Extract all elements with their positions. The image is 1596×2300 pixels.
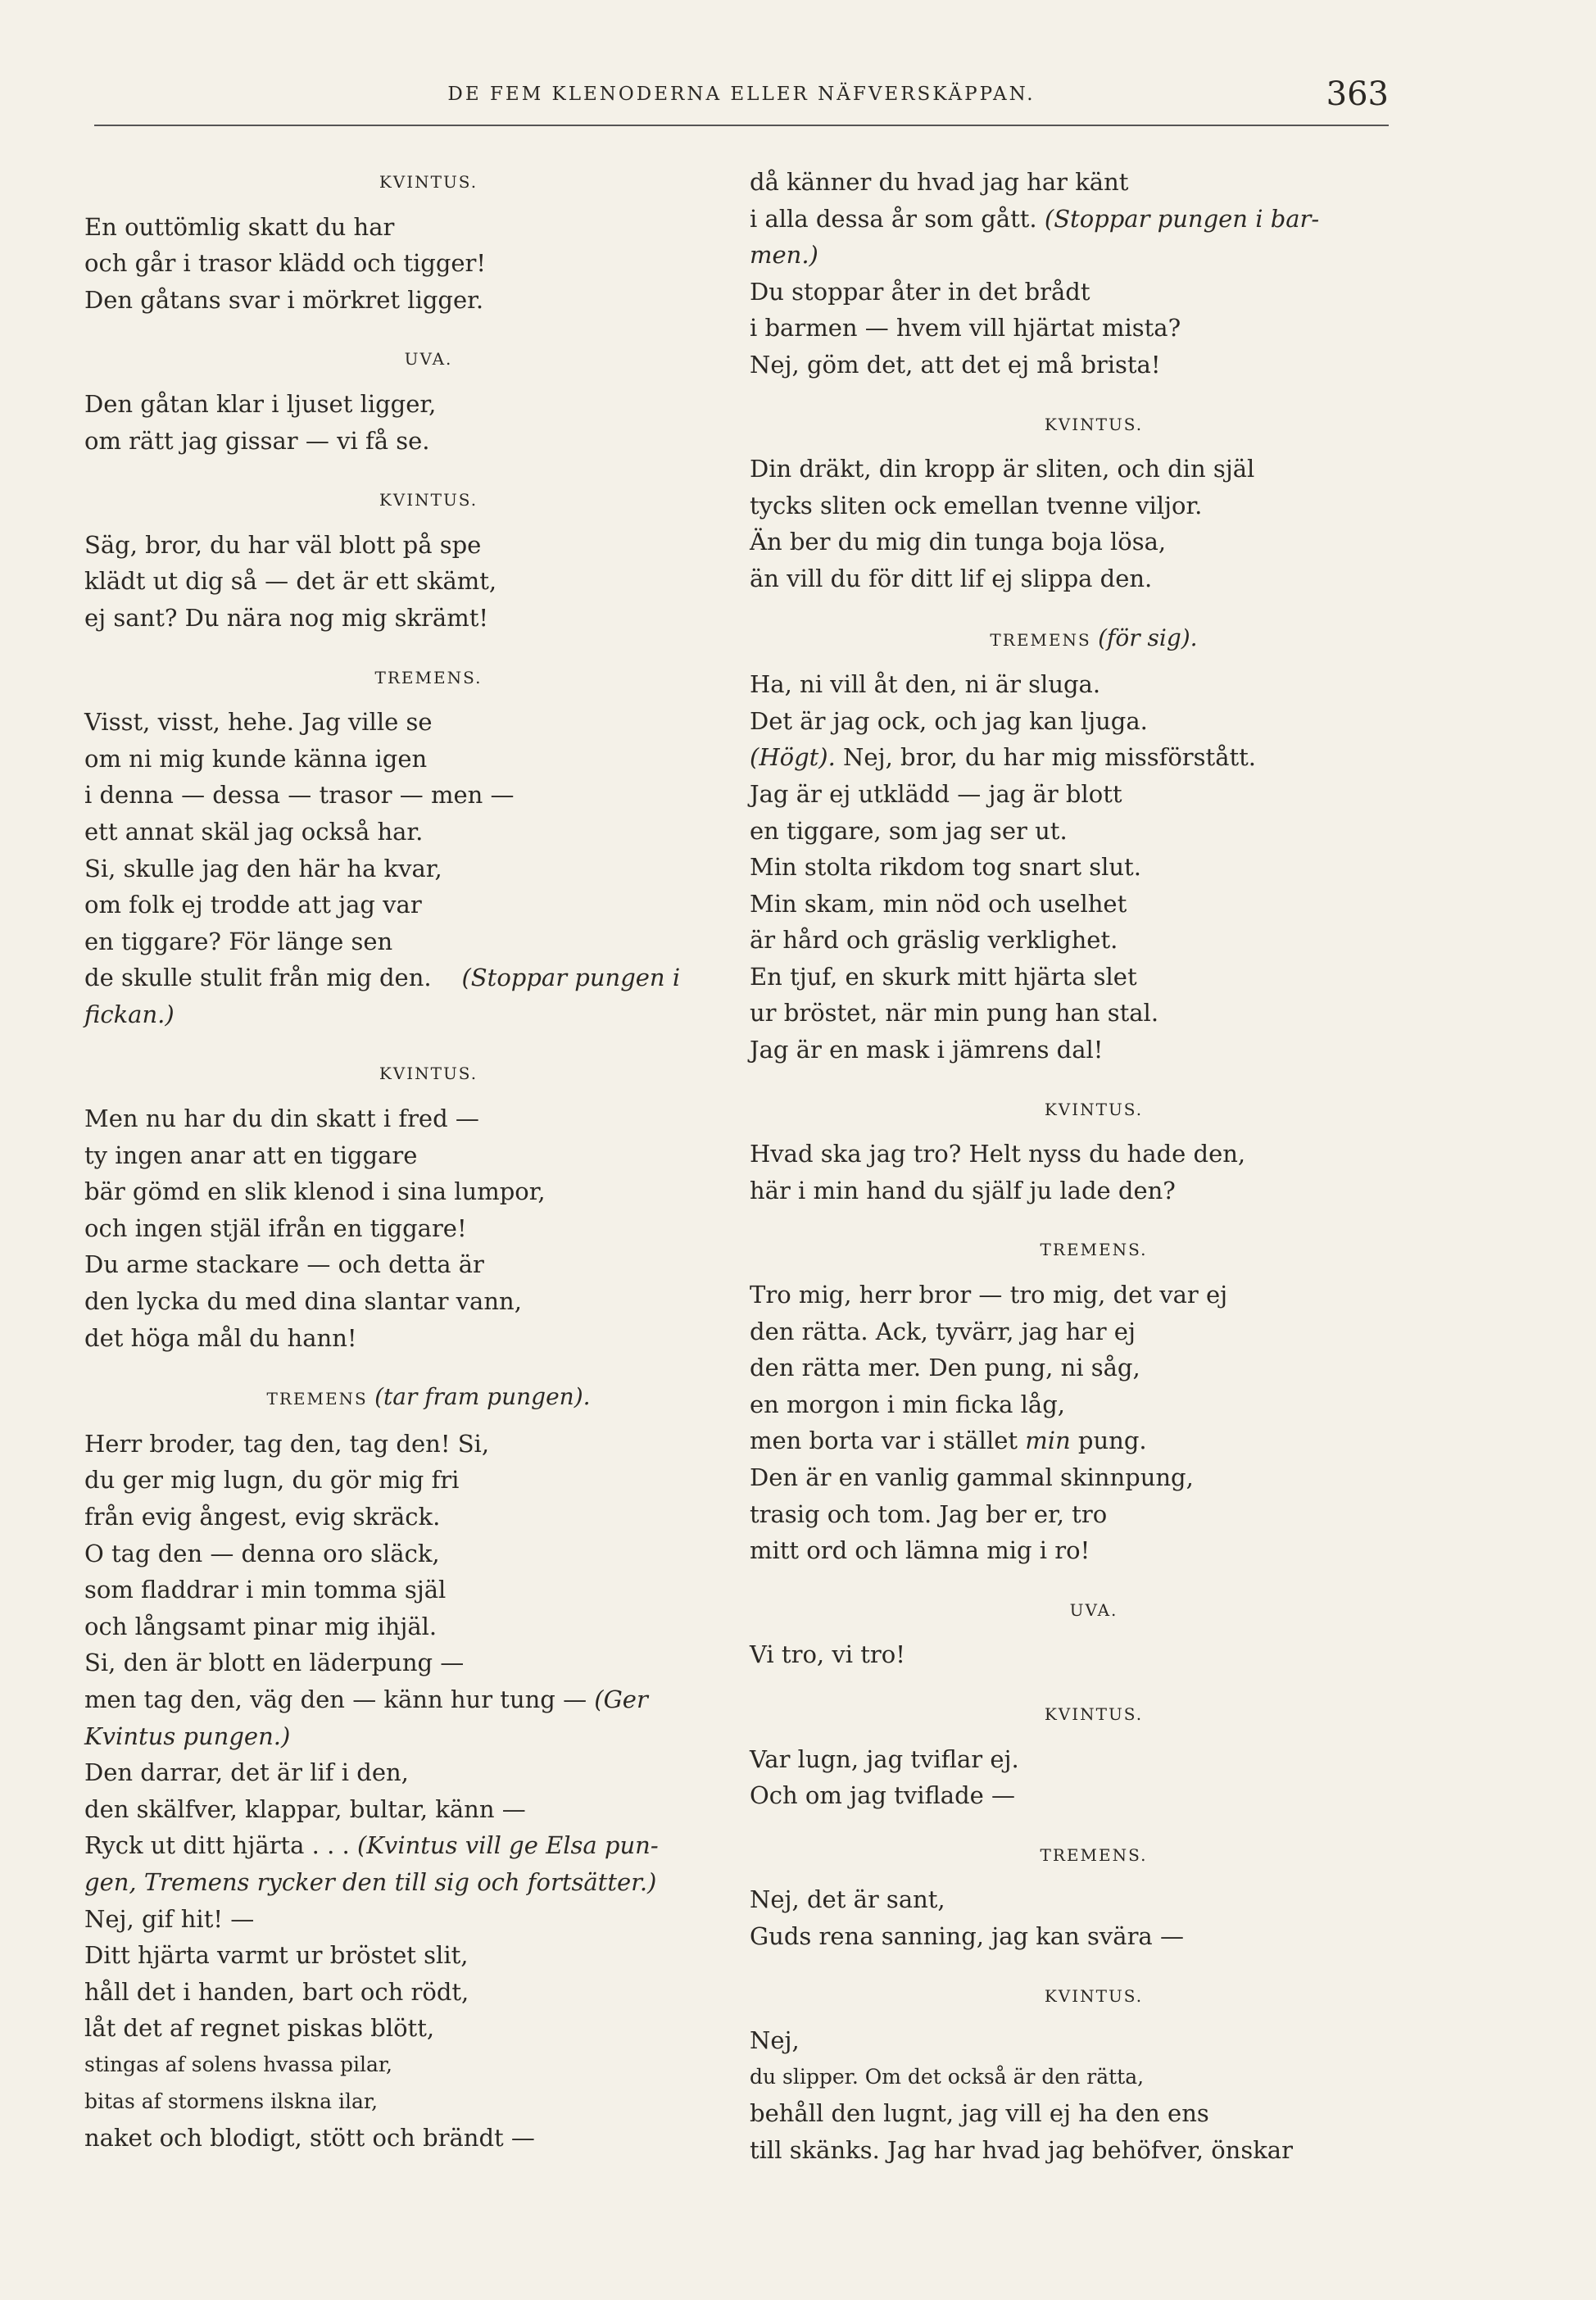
- verse-line: Tro mig, herr bror — tro mig, det var ej: [750, 1281, 1228, 1309]
- verse-line: Den darrar, det är lif i den,: [84, 1758, 409, 1787]
- verse-line: Vi tro, vi tro!: [750, 1640, 905, 1669]
- stage-direction: (Kvintus vill ge Elsa pun-: [356, 1831, 659, 1860]
- verse-line-with-direction: [750, 201, 1389, 238]
- verse-line: i denna — dessa — trasor — men —: [84, 781, 515, 810]
- verse-line: Säg, bror, du har väl blott på spe: [84, 530, 482, 559]
- verse-line: den skälfver, klappar, bultar, känn —: [84, 1794, 526, 1823]
- verse-line: bär gömd en slik klenod i sina lumpor,: [84, 1177, 546, 1206]
- verse-text: pung.: [1070, 1427, 1147, 1455]
- verse-line: ur bröstet, när min pung han stal.: [750, 999, 1159, 1028]
- verse-line: Din dräkt, din kropp är sliten, och din själ: [750, 455, 1255, 483]
- speaker-name: UVA.: [1069, 1599, 1118, 1620]
- verse-line: Jag är ej utklädd — jag är blott: [750, 779, 1122, 808]
- verse-text: Nej, bror, du har mig missförstått.: [835, 743, 1257, 772]
- verse-line: till skänks. Jag har hvad jag behöfver, önskar: [750, 2135, 1293, 2164]
- verse-line: om ni mig kunde känna igen: [84, 744, 428, 773]
- verse-line: Var lugn, jag tviflar ej.: [750, 1744, 1019, 1773]
- verse-line: Den gåtans svar i mörkret ligger.: [84, 285, 484, 314]
- verse-line: stingas af solens hvassa pilar,: [84, 2052, 393, 2076]
- verse-line: En outtömlig skatt du har: [84, 212, 395, 241]
- verse-text: Ryck ut ditt hjärta . . .: [84, 1831, 350, 1860]
- verse-line: håll det i handen, bart och rödt,: [84, 1977, 469, 2006]
- stage-direction: men.): [750, 241, 818, 270]
- verse-line: Nej, gif hit! —: [84, 1904, 255, 1933]
- verse-line: Du stoppar åter in det brådt: [750, 277, 1090, 306]
- speaker-name: KVINTUS.: [1044, 1703, 1144, 1724]
- verse-line: än vill du för ditt lif ej slippa den.: [750, 564, 1153, 592]
- verse-text: de skulle stulit från mig den.: [84, 964, 432, 992]
- stage-direction: (Stoppar pungen i bar-: [1044, 204, 1320, 233]
- verse-line-with-direction: [750, 739, 1389, 776]
- verse-line: ej sant? Du nära nog mig skrämt!: [84, 603, 489, 632]
- verse-line: Herr broder, tag den, tag den! Si,: [84, 1429, 490, 1458]
- verse-line-with-emphasis: [750, 1422, 1389, 1459]
- verse-text: men tag den, väg den — känn hur tung —: [84, 1685, 587, 1713]
- verse-line: en tiggare? För länge sen: [84, 927, 393, 955]
- speaker-label: TREMENS: [990, 629, 1091, 650]
- speaker-name: [84, 1379, 723, 1418]
- speaker-name: TREMENS.: [1040, 1240, 1148, 1260]
- verse-line: här i min hand du själf ju lade den?: [750, 1176, 1176, 1204]
- speaker-name: [750, 620, 1389, 659]
- verse-line: den rätta. Ack, tyvärr, jag har ej: [750, 1317, 1136, 1345]
- verse-line: Ha, ni vill åt den, ni är sluga.: [750, 670, 1101, 699]
- verse-line: den rätta mer. Den pung, ni såg,: [750, 1354, 1140, 1382]
- verse-line: bitas af stormens ilskna ilar,: [84, 2089, 379, 2113]
- verse-line-with-direction: [84, 1827, 723, 1864]
- stage-direction: (för sig).: [1098, 624, 1198, 651]
- verse-line: låt det af regnet piskas blött,: [84, 2014, 435, 2043]
- verse-line: klädt ut dig så — det är ett skämt,: [84, 567, 497, 596]
- verse-line: Nej,: [750, 2026, 800, 2055]
- verse-line: den lycka du med dina slantar vann,: [84, 1287, 522, 1316]
- speaker-name: KVINTUS.: [379, 172, 478, 192]
- verse-line: du slipper. Om det också är den rätta,: [750, 2064, 1145, 2089]
- verse-line: Men nu har du din skatt i fred —: [84, 1105, 479, 1133]
- speaker-name: KVINTUS.: [379, 490, 478, 510]
- emphasis-word: min: [1025, 1427, 1071, 1455]
- running-head: [94, 75, 1389, 126]
- verse-line: ty ingen anar att en tiggare: [84, 1141, 418, 1169]
- speaker-name: KVINTUS.: [379, 1064, 478, 1084]
- verse-text: men borta var i stället: [750, 1427, 1026, 1455]
- verse-line: som fladdrar i min tomma själ: [84, 1576, 447, 1604]
- page-number: 363: [1326, 75, 1389, 113]
- verse-line: Hvad ska jag tro? Helt nyss du hade den,: [750, 1140, 1246, 1168]
- verse-line: Den är en vanlig gammal skinnpung,: [750, 1463, 1194, 1491]
- verse-line: i barmen — hvem vill hjärtat mista?: [750, 314, 1181, 343]
- stage-direction: gen, Tremens rycker den till sig och fortsätter.): [84, 1867, 657, 1896]
- verse-line: naket och blodigt, stött och brändt —: [84, 2124, 535, 2153]
- speaker-name: KVINTUS.: [1044, 414, 1144, 434]
- verse-line-with-direction: [84, 1681, 723, 1718]
- left-column: [84, 164, 723, 2157]
- verse-line: Jag är en mask i jämrens dal!: [750, 1036, 1104, 1064]
- verse-line: Guds rena sanning, jag kan svära —: [750, 1921, 1184, 1950]
- speaker-name: TREMENS.: [1040, 1844, 1148, 1865]
- verse-line: Du arme stackare — och detta är: [84, 1250, 484, 1279]
- verse-line: då känner du hvad jag har känt: [750, 168, 1129, 196]
- verse-line: Visst, visst, hehe. Jag ville se: [84, 708, 433, 737]
- verse-line: Den gåtan klar i ljuset ligger,: [84, 389, 437, 418]
- verse-line: tycks sliten ock emellan tvenne viljor.: [750, 491, 1203, 519]
- speaker-name: TREMENS.: [374, 667, 483, 687]
- verse-line: från evig ångest, evig skräck.: [84, 1503, 441, 1531]
- verse-line: en tiggare, som jag ser ut.: [750, 816, 1068, 845]
- right-column: [750, 164, 1389, 2169]
- stage-direction: fickan.): [84, 1000, 175, 1028]
- verse-line: och långsamt pinar mig ihjäl.: [84, 1612, 438, 1640]
- verse-line: Si, skulle jag den här ha kvar,: [84, 854, 442, 882]
- verse-line: är hård och gräslig verklighet.: [750, 926, 1118, 955]
- verse-line: Än ber du mig din tunga boja lösa,: [750, 528, 1167, 556]
- stage-direction: (tar fram pungen).: [374, 1383, 591, 1411]
- verse-line: Och om jag tviflade —: [750, 1781, 1016, 1810]
- verse-line: mitt ord och lämna mig i ro!: [750, 1536, 1090, 1565]
- verse-line: En tjuf, en skurk mitt hjärta slet: [750, 962, 1137, 991]
- stage-direction: (Stoppar pungen i: [461, 964, 681, 992]
- running-title: DE FEM KLENODERNA ELLER NÄFVERSKÄPPAN.: [447, 84, 1036, 105]
- verse-text: i alla dessa år som gått.: [750, 204, 1037, 233]
- stage-direction: (Högt).: [750, 743, 836, 772]
- verse-line: Nej, det är sant,: [750, 1885, 945, 1914]
- stage-direction: Kvintus pungen.): [84, 1722, 291, 1750]
- speaker-name: KVINTUS.: [1044, 1985, 1144, 2006]
- verse-line: trasig och tom. Jag ber er, tro: [750, 1499, 1108, 1528]
- verse-line: Ditt hjärta varmt ur bröstet slit,: [84, 1941, 469, 1970]
- verse-line: Det är jag ock, och jag kan ljuga.: [750, 706, 1148, 735]
- verse-line: Min skam, min nöd och uselhet: [750, 889, 1127, 918]
- verse-line: behåll den lugnt, jag vill ej ha den ens: [750, 2099, 1209, 2128]
- verse-line: om rätt jag gissar — vi få se.: [84, 426, 430, 455]
- verse-line: Min stolta rikdom tog snart slut.: [750, 853, 1141, 882]
- verse-line: ett annat skäl jag också har.: [84, 817, 424, 846]
- verse-line: och ingen stjäl ifrån en tiggare!: [84, 1214, 467, 1242]
- verse-line: du ger mig lugn, du gör mig fri: [84, 1466, 460, 1495]
- speaker-label: TREMENS: [266, 1389, 368, 1409]
- verse-line: om folk ej trodde att jag var: [84, 891, 422, 919]
- speaker-name: UVA.: [404, 349, 453, 370]
- verse-line: en morgon i min ficka låg,: [750, 1390, 1065, 1418]
- stage-direction: (Ger: [594, 1685, 648, 1713]
- verse-line: Nej, göm det, att det ej må brista!: [750, 350, 1161, 379]
- verse-line-with-direction: [84, 959, 723, 996]
- verse-line: Si, den är blott en läderpung —: [84, 1649, 465, 1677]
- verse-line: O tag den — denna oro släck,: [84, 1539, 440, 1567]
- speaker-name: KVINTUS.: [1044, 1099, 1144, 1119]
- verse-line: det höga mål du hann!: [84, 1323, 357, 1352]
- verse-line: och går i trasor klädd och tigger!: [84, 249, 487, 278]
